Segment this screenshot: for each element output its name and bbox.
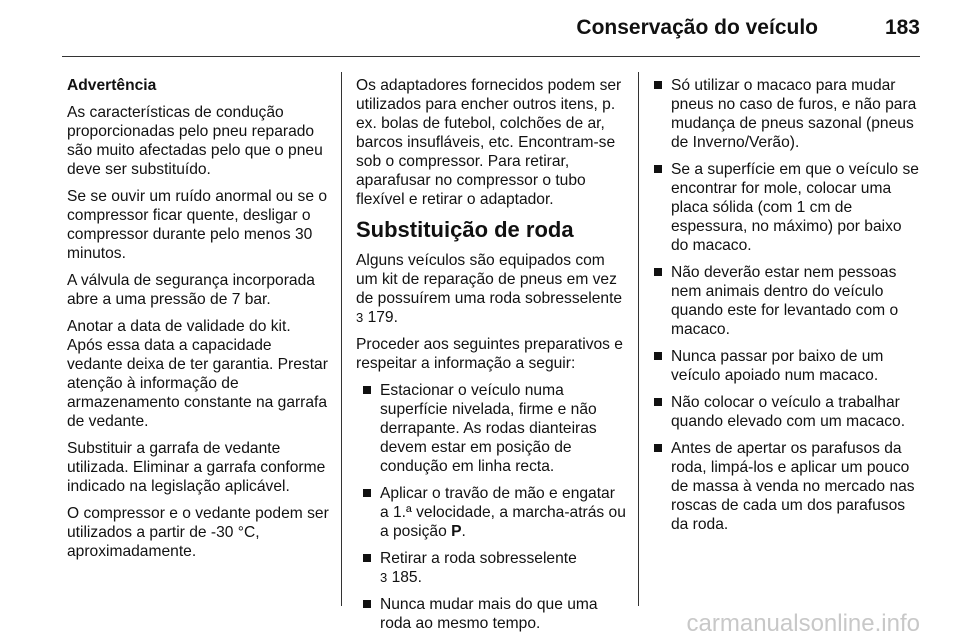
list-item-text: Nunca mudar mais do que uma roda ao mesmo tempo. [380,596,598,632]
list-item: Não colocar o veículo a trabalhar quando elevado com um macaco. [651,393,923,431]
list-item: Nunca passar por baixo de um veículo apoiado num macaco. [651,347,923,385]
page-ref-icon: 3 [356,310,364,325]
warning-paragraph: Se se ouvir um ruído anormal ou se o compressor ficar quente, desligar o compressor durante pelo menos 30 minutos. [67,188,328,262]
body-paragraph: Proceder aos seguintes preparativos e respeitar a informação a seguir: [356,336,623,372]
page-number: 183 [884,16,920,39]
warning-paragraph: Anotar a data de validade do kit. Após essa data a capacidade vedante deixa de ter garantia. Prestar atenção à informação de armazenamento constante na garrafa de vedante. [67,318,328,430]
column-divider [638,72,639,606]
list-item-text: Retirar a roda sobresselente [380,550,577,567]
preparation-list [356,381,626,633]
list-item: Não deverão estar nem pessoas nem animais dentro do veículo quando este for levantado com o macaco. [651,263,923,339]
page-title: Conservação do veículo [576,16,818,39]
warning-paragraph: Substituir a garrafa de vedante utilizada. Eliminar a garrafa conforme indicado na legislação aplicável. [67,440,326,495]
body-paragraph [356,251,626,327]
list-item-text: Estacionar o veículo numa superfície nivelada, firme e não derrapante. As rodas dianteiras devem estar em posição de condução em linha recta. [380,382,597,475]
safety-list [651,76,923,534]
section-heading: Substituição de roda [356,217,574,242]
warning-paragraph: O compressor e o vedante podem ser utilizados a partir de -30 °C, aproximadamente. [67,505,329,560]
page-ref[interactable]: 185. [391,569,422,586]
list-item: Só utilizar o macaco para mudar pneus no caso de furos, e não para mudança de pneus sazonal (pneus de Inverno/Verão). [651,76,923,152]
column-divider [341,72,342,606]
list-item-text: . [461,523,466,540]
column-1 [67,76,329,569]
list-item: Antes de apertar os parafusos da roda, limpá-los e aplicar um pouco de massa à venda no mercado nas roscas de cada um dos parafusos da roda. [651,439,923,534]
list-item [360,549,626,587]
list-item-text: Aplicar o travão de mão e engatar a 1.ª velocidade, a marcha-atrás ou a posição [380,485,626,540]
column-2 [356,76,626,641]
page-ref[interactable]: 179. [367,309,398,326]
paragraph-text: Alguns veículos são equipados com um kit de reparação de pneus em vez de possuírem uma roda sobresselente [356,252,623,307]
warning-title: Advertência [67,77,157,94]
list-item: Se a superfície em que o veículo se encontrar for mole, colocar uma placa sólida (com 1 cm de espessura, no máximo) por baixo do macaco. [651,160,923,255]
adapters-paragraph: Os adaptadores fornecidos podem ser utilizados para encher outros itens, p. ex. bolas de futebol, colchões de ar, barcos insufláveis, etc. Encontram-se sob o compressor. Para retirar, aparafusar no compressor o tubo flexível e retirar o adaptador. [356,77,622,208]
gear-position-label: P [451,523,462,540]
watermark: carmanualsonline.info [686,610,920,637]
page-ref-icon: 3 [380,570,388,585]
list-item [360,595,626,633]
list-item [360,484,626,541]
warning-paragraph: A válvula de segurança incorporada abre a uma pressão de 7 bar. [67,272,315,308]
warning-paragraph: As características de condução proporcionadas pelo pneu reparado são muito afectadas pelo que o pneu deve ser substituído. [67,104,323,178]
list-item [360,381,626,476]
header-rule [62,56,920,57]
column-3 [651,76,923,542]
